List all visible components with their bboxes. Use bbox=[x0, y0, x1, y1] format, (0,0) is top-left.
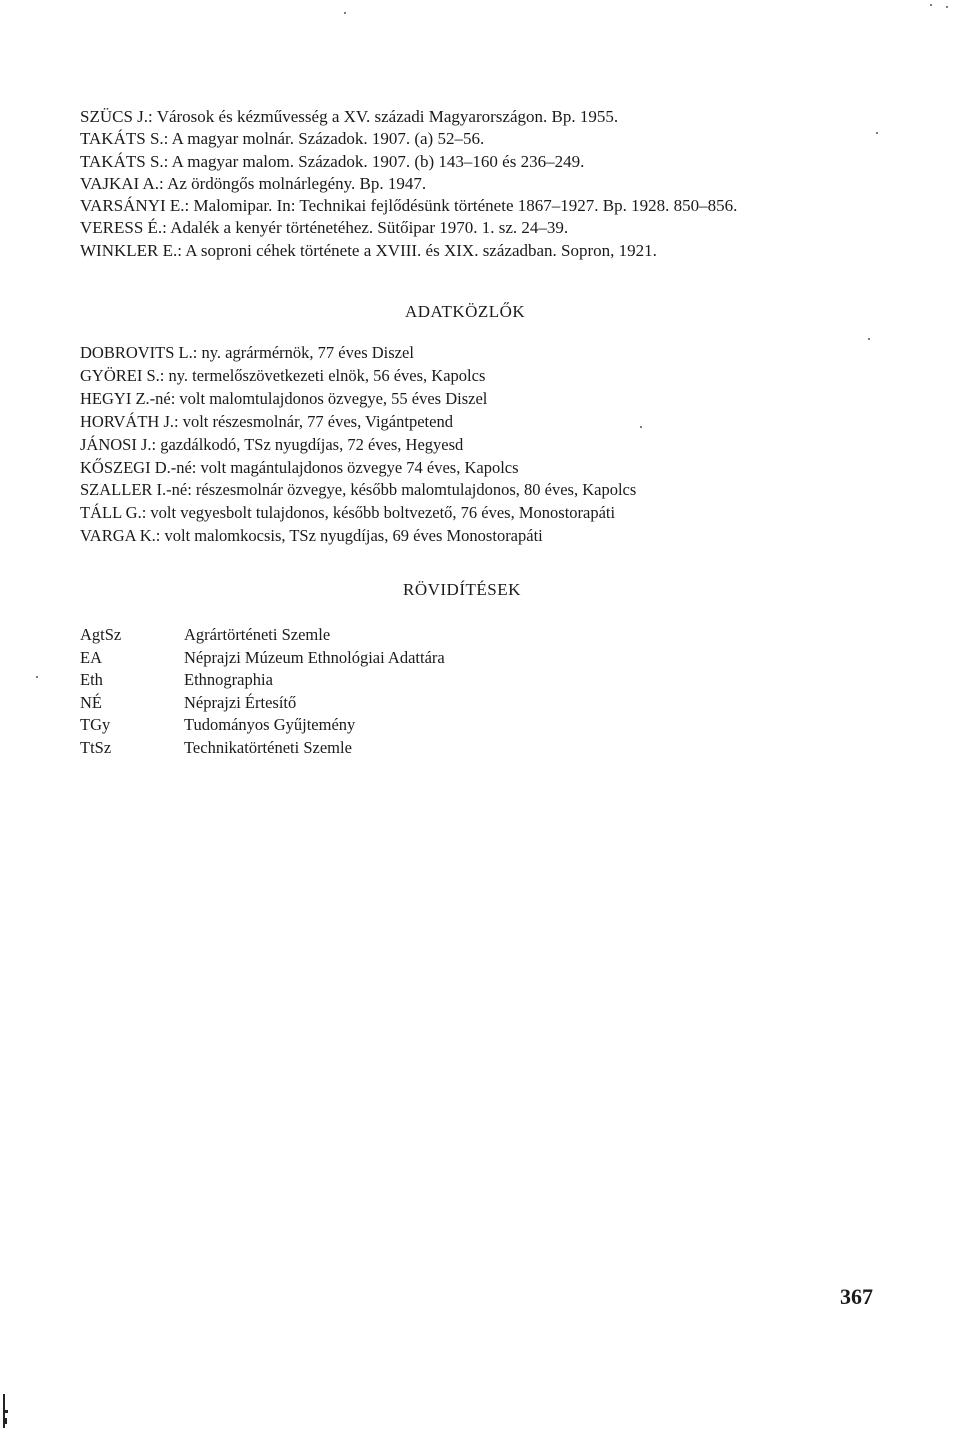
abbreviation-code: TtSz bbox=[80, 737, 112, 757]
scan-speck bbox=[640, 426, 642, 428]
abbreviation-row bbox=[80, 692, 445, 715]
informant-entry: HEGYI Z.-né: volt malomtulajdonos özvegye, 55 éves Diszel bbox=[80, 388, 488, 408]
informant-entry: KŐSZEGI D.-né: volt magántulajdonos özvegye 74 éves, Kapolcs bbox=[80, 457, 519, 477]
scan-speck bbox=[868, 338, 870, 340]
abbreviation-code: NÉ bbox=[80, 692, 102, 712]
abbreviation-code: TGy bbox=[80, 715, 111, 735]
scan-speck bbox=[36, 676, 38, 678]
scan-speck bbox=[876, 132, 878, 134]
bibliography-entry: VERESS É.: Adalék a kenyér történetéhez. Sütőipar 1970. 1. sz. 24–39. bbox=[80, 218, 569, 238]
informant-entry: TÁLL G.: volt vegyesbolt tulajdonos, később boltvezető, 76 éves, Monostorapáti bbox=[80, 503, 616, 523]
abbreviation-expansion: Technikatörténeti Szemle bbox=[184, 737, 352, 757]
informant-entry: DOBROVITS L.: ny. agrármérnök, 77 éves Diszel bbox=[80, 343, 414, 362]
abbreviation-row bbox=[80, 669, 445, 692]
page-number: 367 bbox=[840, 1284, 873, 1309]
abbreviation-code: EA bbox=[80, 647, 102, 667]
abbreviation-code: Eth bbox=[80, 670, 103, 690]
abbreviation-expansion: Tudományos Gyűjtemény bbox=[184, 715, 356, 735]
bibliography-entry: WINKLER E.: A soproni céhek története a XVIII. és XIX. században. Sopron, 1921. bbox=[80, 240, 657, 260]
bibliography-entry: VAJKAI A.: Az ördöngős molnárlegény. Bp. 1947. bbox=[80, 173, 427, 193]
abbreviation-expansion: Néprajzi Értesítő bbox=[184, 692, 297, 712]
abbreviation-code: AgtSz bbox=[80, 625, 122, 644]
abbreviation-row bbox=[80, 737, 445, 760]
bibliography-entry: TAKÁTS S.: A magyar molnár. Századok. 1907. (a) 52–56. bbox=[80, 129, 485, 149]
abbreviation-expansion: Agrártörténeti Szemle bbox=[184, 625, 331, 644]
informant-entry: VARGA K.: volt malomkocsis, TSz nyugdíjas, 69 éves Monostorapáti bbox=[80, 526, 543, 546]
scan-speck bbox=[930, 4, 932, 6]
abbreviation-expansion: Néprajzi Múzeum Ethnológiai Adattára bbox=[184, 647, 445, 667]
scan-speck bbox=[344, 12, 346, 14]
abbreviation-row bbox=[80, 624, 445, 647]
abbreviations-list bbox=[80, 624, 445, 760]
informant-entry: SZALLER I.-né: részesmolnár özvegye, később malomtulajdonos, 80 éves, Kapolcs bbox=[80, 480, 637, 500]
abbreviation-row bbox=[80, 647, 445, 670]
informants-list bbox=[80, 342, 900, 548]
abbreviations-heading: RÖVIDÍTÉSEK bbox=[403, 580, 521, 599]
bibliography-entry: TAKÁTS S.: A magyar malom. Századok. 1907. (b) 143–160 és 236–249. bbox=[80, 151, 585, 171]
bibliography-entry: VARSÁNYI E.: Malomipar. In: Technikai fejlődésünk története 1867–1927. Bp. 1928. 850–856. bbox=[80, 196, 738, 216]
bibliography-entry: SZÜCS J.: Városok és kézművesség a XV. századi Magyarországon. Bp. 1955. bbox=[80, 107, 619, 126]
scan-speck bbox=[946, 6, 948, 8]
informant-entry: HORVÁTH J.: volt részesmolnár, 77 éves, Vigántpetend bbox=[80, 411, 453, 431]
informant-entry: GYÖREI S.: ny. termelőszövetkezeti elnök, 56 éves, Kapolcs bbox=[80, 365, 486, 385]
bibliography-list bbox=[80, 106, 900, 262]
informants-heading: ADATKÖZLŐK bbox=[405, 302, 526, 321]
informant-entry: JÁNOSI J.: gazdálkodó, TSz nyugdíjas, 72 éves, Hegyesd bbox=[80, 434, 464, 454]
abbreviation-expansion: Ethnographia bbox=[184, 670, 273, 690]
abbreviation-row bbox=[80, 714, 445, 737]
scan-artifact-mark bbox=[2, 1394, 8, 1428]
